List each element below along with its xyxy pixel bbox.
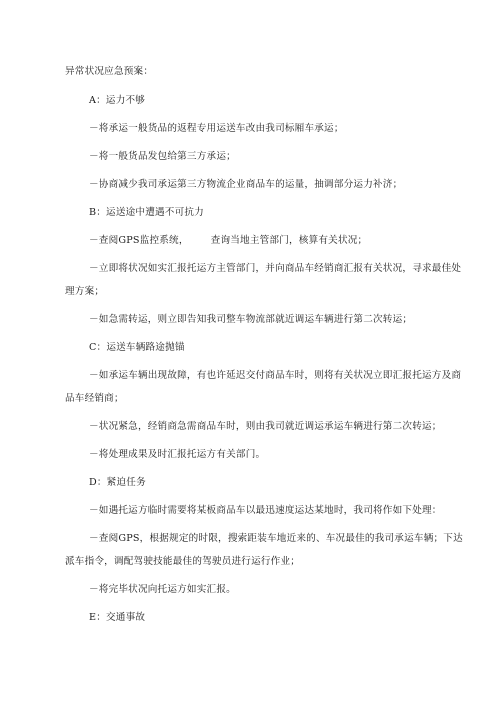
paragraph-segment: －查阅GPS监控系统， [89, 235, 189, 246]
paragraph-line: －将承运一般货品的返程专用运送车改由我司标厢车承运； [89, 123, 344, 134]
section-d-title: D：紧迫任务 [89, 477, 146, 488]
paragraph-segment: 查询当地主管部门，核算有关状况； [210, 235, 368, 246]
paragraph-line: －查阅GPS，根据规定的时限，搜索距装车地近来的、车况最佳的我司承运车辆；下达 [89, 533, 463, 544]
paragraph-line: －立即将状况如实汇报托运方主管部门，并向商品车经销商汇报有关状况，寻求最佳处 [89, 263, 462, 274]
paragraph-line: －将处理成果及时汇报托运方有关部门。 [89, 449, 266, 460]
paragraph-line: 派车指令，调配驾驶技能最佳的驾驶员进行运行作业； [65, 556, 301, 567]
section-b-title: B：运送途中遭遇不可抗力 [89, 207, 204, 218]
document-heading: 异常状况应急预案： [65, 66, 154, 77]
paragraph-line: －如承运车辆出现故障，有也许延迟交付商品车时，则将有关状况立即汇报托运方及商 [89, 370, 462, 381]
section-a-title: A：运力不够 [89, 95, 146, 106]
section-e-title: E：交通事故 [89, 612, 146, 623]
section-c-title: C：运送车辆路途抛锚 [89, 342, 185, 353]
paragraph-line: －状况紧急，经销商急需商品车时，则由我司就近调运承运车辆进行第二次转运； [89, 421, 442, 432]
paragraph-line: －将一般货品发包给第三方承运； [89, 151, 236, 162]
paragraph-line: 品车经销商； [65, 393, 124, 404]
paragraph-line: －如遇托运方临时需要将某板商品车以最迅速度运达某地时，我司将作如下处理： [89, 505, 442, 516]
paragraph-line [0, 235, 367, 247]
paragraph-line: －将完毕状况向托运方如实汇报。 [89, 584, 236, 595]
paragraph-line: －协商减少我司承运第三方物流企业商品车的运量，抽调部分运力补济； [89, 179, 403, 190]
paragraph-line: －如急需转运，则立即告知我司整车物流部就近调运车辆进行第二次转运； [89, 314, 413, 325]
paragraph-line: 理方案； [65, 286, 105, 297]
